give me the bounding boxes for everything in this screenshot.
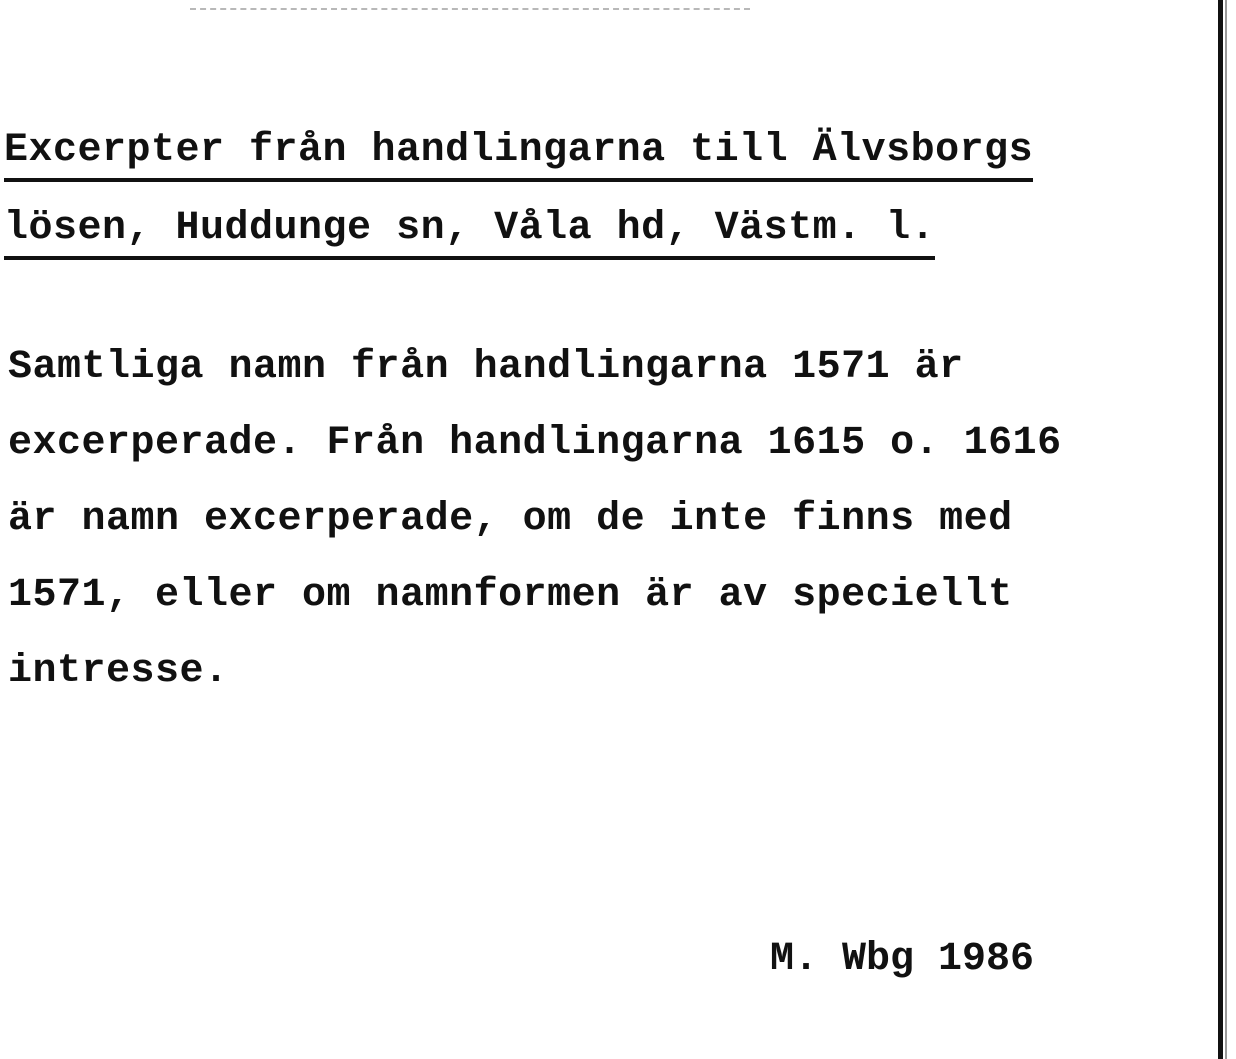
card-right-edge-shadow	[1225, 0, 1227, 1059]
body-line-4: 1571, eller om namnformen är av speciellt	[8, 573, 1013, 618]
signature: M. Wbg 1986	[770, 937, 1035, 982]
card-body	[8, 330, 1198, 710]
card-right-edge	[1218, 0, 1223, 1059]
card-heading	[4, 112, 1194, 268]
body-line-3: är namn excerperade, om de inte finns med	[8, 497, 1013, 542]
top-edge-marks	[190, 8, 750, 14]
body-line-1: Samtliga namn från handlingarna 1571 är	[8, 345, 964, 390]
heading-line-2: lösen, Huddunge sn, Våla hd, Västm. l.	[4, 190, 1194, 268]
heading-line-1: Excerpter från handlingarna till Älvsborgs	[4, 112, 1194, 190]
body-line-2: excerperade. Från handlingarna 1615 o. 1616	[8, 421, 1062, 466]
body-line-5: intresse.	[8, 649, 229, 694]
